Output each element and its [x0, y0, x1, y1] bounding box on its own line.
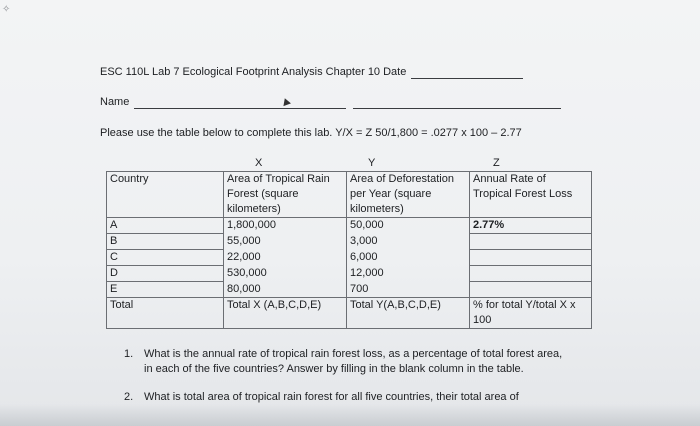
header-line	[100, 66, 523, 79]
country-cell: C	[107, 250, 224, 266]
rate-cell[interactable]	[470, 234, 592, 250]
question-text-line: What is the annual rate of tropical rain forest loss, as a percentage of total forest area,	[144, 348, 563, 360]
deforestation-cell: 3,000	[347, 234, 470, 250]
rate-cell[interactable]: 2.77%	[470, 218, 592, 234]
footprint-table	[106, 171, 592, 329]
total-rate-cell[interactable]: % for total Y/total X x 100	[470, 298, 592, 329]
rate-cell[interactable]	[470, 266, 592, 282]
table-row	[107, 266, 592, 282]
corner-mark-icon: ✧	[2, 4, 11, 15]
name-blank[interactable]	[134, 96, 346, 109]
table-row	[107, 282, 592, 298]
question-number: 1.	[124, 348, 134, 360]
total-label-cell: Total	[107, 298, 224, 329]
area-cell: 80,000	[224, 282, 347, 298]
name-line	[100, 96, 561, 109]
column-letter-y: Y	[368, 157, 376, 169]
total-deforestation-cell: Total Y(A,B,C,D,E)	[347, 298, 470, 329]
question-2	[124, 390, 519, 405]
header-country: Country	[107, 172, 224, 218]
column-letter-z: Z	[493, 157, 500, 169]
area-cell: 1,800,000	[224, 218, 347, 234]
country-cell: A	[107, 218, 224, 234]
deforestation-cell: 50,000	[347, 218, 470, 234]
column-letter-x: X	[255, 157, 263, 169]
table-total-row	[107, 298, 592, 329]
country-cell: D	[107, 266, 224, 282]
area-cell: 55,000	[224, 234, 347, 250]
table-row	[107, 234, 592, 250]
question-1	[124, 347, 562, 377]
header-area: Area of Tropical Rain Forest (square kilometers)	[224, 172, 347, 218]
name-blank-2[interactable]	[353, 96, 561, 109]
name-label: Name	[100, 96, 130, 108]
page-bottom-shadow	[0, 404, 700, 426]
header-deforestation: Area of Deforestation per Year (square kilometers)	[347, 172, 470, 218]
course-title: ESC 110L Lab 7 Ecological Footprint Analysis Chapter 10 Date	[100, 66, 407, 78]
country-cell: E	[107, 282, 224, 298]
area-cell: 22,000	[224, 250, 347, 266]
question-text-line: What is total area of tropical rain forest for all five countries, their total area of	[144, 391, 519, 403]
rate-cell[interactable]	[470, 282, 592, 298]
date-blank[interactable]	[411, 66, 523, 79]
table-row	[107, 218, 592, 234]
table-row	[107, 250, 592, 266]
question-number: 2.	[124, 391, 134, 403]
header-rate: Annual Rate of Tropical Forest Loss	[470, 172, 592, 218]
table-header-row	[107, 172, 592, 218]
deforestation-cell: 12,000	[347, 266, 470, 282]
deforestation-cell: 6,000	[347, 250, 470, 266]
rate-cell[interactable]	[470, 250, 592, 266]
country-cell: B	[107, 234, 224, 250]
total-area-cell: Total X (A,B,C,D,E)	[224, 298, 347, 329]
instruction-text: Please use the table below to complete this lab. Y/X = Z 50/1,800 = .0277 x 100 – 2.77	[100, 127, 522, 139]
area-cell: 530,000	[224, 266, 347, 282]
deforestation-cell: 700	[347, 282, 470, 298]
question-text-line: in each of the five countries? Answer by filling in the blank column in the table.	[144, 363, 524, 375]
